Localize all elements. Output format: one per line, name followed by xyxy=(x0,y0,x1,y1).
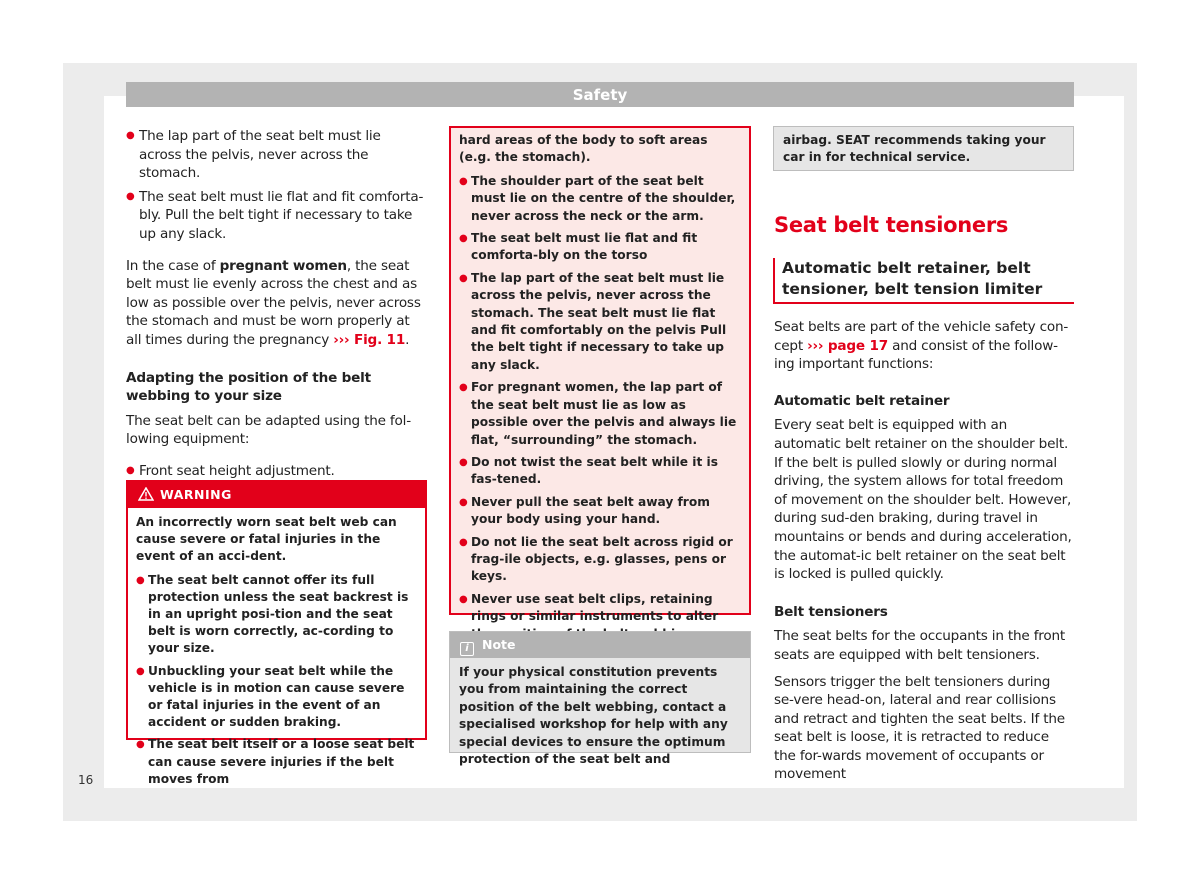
page-reference-link[interactable]: ››› page 17 xyxy=(807,337,888,354)
note-body: If your physical constitution prevents you from maintaining the correct position of the belt webbing, contact a specialised workshop for help with any special devices to ensure the optimum protection of the seat belt and xyxy=(459,665,728,767)
warning-header xyxy=(128,482,425,508)
left-column xyxy=(126,127,426,486)
bullet-flat-fit: ● The seat belt must lie flat and fit comforta-bly. Pull the belt tight if necessary to take up any slack. xyxy=(126,188,426,244)
fig-reference-link[interactable]: ››› Fig. 11 xyxy=(333,331,406,348)
adapting-paragraph: The seat belt can be adapted using the fol-lowing equipment: xyxy=(126,412,411,448)
retainer-paragraph: Every seat belt is equipped with an automatic belt retainer on the shoulder belt. If the belt is pulled slowly or during normal driving, the system allows for total freedom of movement on the shoulder belt. However, during sud-den braking, during travel in mountains or bends and during acceleration, the automat-ic belt retainer on the seat belt is locked is pulled quickly. xyxy=(774,417,1072,583)
tensioners-paragraph: The seat belts for the occupants in the front seats are equipped with belt tensioners. xyxy=(774,628,1066,663)
note-box xyxy=(449,631,751,767)
subsection-title: Automatic belt retainer, belt tensioner, belt tension limiter xyxy=(773,258,1074,304)
warning-item: ● The shoulder part of the seat belt must lie on the centre of the shoulder, never across the neck or the arm. xyxy=(459,173,741,225)
warning-item: ● The lap part of the seat belt must lie across the pelvis, never across the stomach. The seat belt must lie flat and fit comfortably on the pelvis Pull the belt tight if necessary to take up any slack. xyxy=(459,270,741,374)
section-title: Seat belt tensioners xyxy=(774,213,1009,237)
warning-title: WARNING xyxy=(160,487,232,502)
warning-box xyxy=(126,480,427,786)
page-number: 16 xyxy=(78,773,94,787)
warning-continuation-box xyxy=(449,126,751,624)
warning-item: ● Unbuckling your seat belt while the vehicle is in motion can cause severe or fatal injuries in the event of an accident or sudden braking. xyxy=(136,663,417,732)
warning-intro: An incorrectly worn seat belt web can cause severe or fatal injuries in the event of an acci-dent. xyxy=(136,515,397,564)
warning-body xyxy=(128,508,425,799)
section-header: Safety xyxy=(126,82,1074,107)
note-header xyxy=(450,632,750,658)
bullet-lap-part: ● The lap part of the seat belt must lie across the pelvis, never across the stomach. xyxy=(126,127,426,183)
bullet-seat-height: ● Front seat height adjustment. xyxy=(126,462,426,481)
tensioners-heading: Belt tensioners xyxy=(774,603,888,620)
warning-triangle-icon xyxy=(138,487,154,501)
note-title: Note xyxy=(482,637,516,652)
warning-item: ● The seat belt itself or a loose seat belt can cause severe injuries if the belt moves from xyxy=(136,736,417,788)
info-icon: i xyxy=(460,642,474,656)
warning-item: ● Do not twist the seat belt while it is fas-tened. xyxy=(459,454,741,489)
pregnant-paragraph: In the case of pregnant women, the seat belt must lie evenly across the chest and as low as possible over the pelvis, never across the stomach and must be worn properly at all times during the pregnancy ››› Fig. 11. xyxy=(126,257,421,348)
warning-item: ● The seat belt must lie flat and fit comforta-bly on the torso xyxy=(459,230,741,265)
warning-item: ● For pregnant women, the lap part of the seat belt must lie as low as possible over the pelvis and always lie flat, “surrounding” the stomach. xyxy=(459,379,741,449)
right-column xyxy=(774,318,1074,797)
warning-item: ● Never pull the seat belt away from your body using your hand. xyxy=(459,494,741,529)
note-continuation-box: airbag. SEAT recommends taking your car in for technical service. xyxy=(773,126,1074,171)
warning-continuation-text: hard areas of the body to soft areas (e.g. the stomach). xyxy=(459,133,708,165)
retainer-heading: Automatic belt retainer xyxy=(774,392,950,409)
warning-item: ● Never use seat belt clips, retaining rings or similar instruments to alter xyxy=(459,591,741,643)
sensors-paragraph: Sensors trigger the belt tensioners during se-vere head-on, lateral and rear collisions and retract and tighten the seat belts. If the seat belt is loose, it is retracted to reduce the for-wards movement of occupants or movement xyxy=(774,673,1065,783)
warning-item: ● The seat belt cannot offer its full protection unless the seat backrest is in an upright posi-tion and the seat belt is worn correctly, ac-cording to your size. xyxy=(136,572,417,658)
intro-paragraph: Seat belts are part of the vehicle safety con-cept ››› page 17 and consist of the follow-ing important functions: xyxy=(774,319,1069,373)
warning-item: ● Do not lie the seat belt across rigid or frag-ile objects, e.g. glasses, pens or keys. xyxy=(459,534,741,586)
adapting-heading: Adapting the position of the belt webbing to your size xyxy=(126,369,371,405)
